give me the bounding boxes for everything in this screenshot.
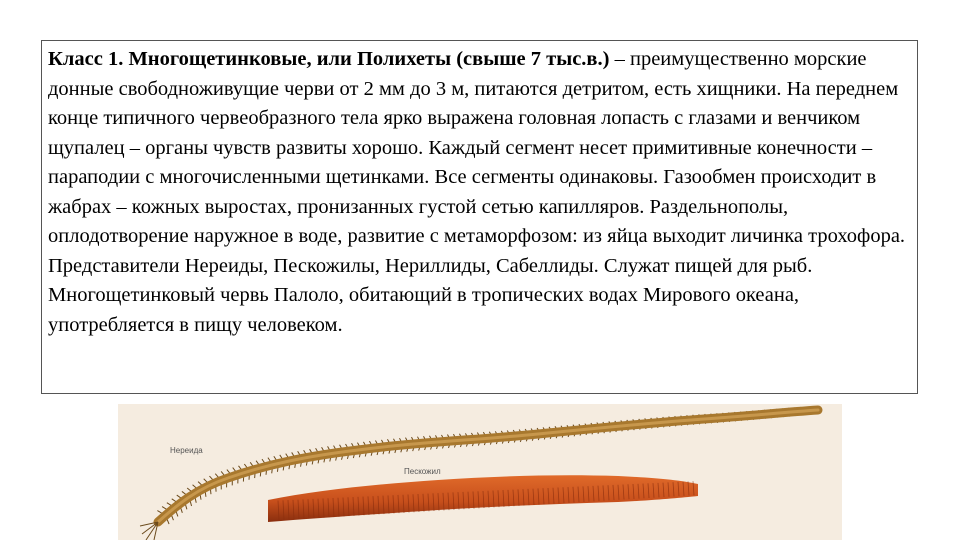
worm-illustration bbox=[118, 404, 842, 540]
nereid-worm bbox=[140, 407, 818, 540]
lugworm bbox=[268, 467, 698, 522]
heading-dash: – bbox=[609, 48, 625, 70]
nereid-label: Нереида bbox=[170, 446, 203, 455]
slide-heading: Класс 1. Многощетинковые, или Полихеты (свыше 7 тыс.в.) bbox=[48, 48, 610, 70]
slide-body: преимущественно морские донные свободноживущие черви от 2 мм до 3 м, питаются детритом, есть хищники. На переднем конце типичного червеобразного тела ярко выражена головная лопасть с глазами и венчиком щупалец – органы чувств развиты хорошо. Каждый сегмент несет примитивные конечности – параподии с многочисленными щетинками. Все сегменты одинаковы. Газообмен происходит в жабрах – кожных выростах, пронизанных густой сетью капилляров. Раздельнополы, оплодотворение наружное в воде, развитие с метаморфозом: из яйца выходит личинка трохофора. Представители Нереиды, Пескожилы, Нериллиды, Сабеллиды. Служат пищей для рыб. Многощетинковый червь Палоло, обитающий в тропических водах Мирового океана, употребляется в пищу человеком. bbox=[48, 48, 906, 336]
worms-drawing bbox=[118, 404, 842, 540]
lugworm-label: Пескожил bbox=[404, 467, 441, 476]
lugworm-body bbox=[268, 475, 698, 522]
text-box bbox=[41, 40, 918, 394]
